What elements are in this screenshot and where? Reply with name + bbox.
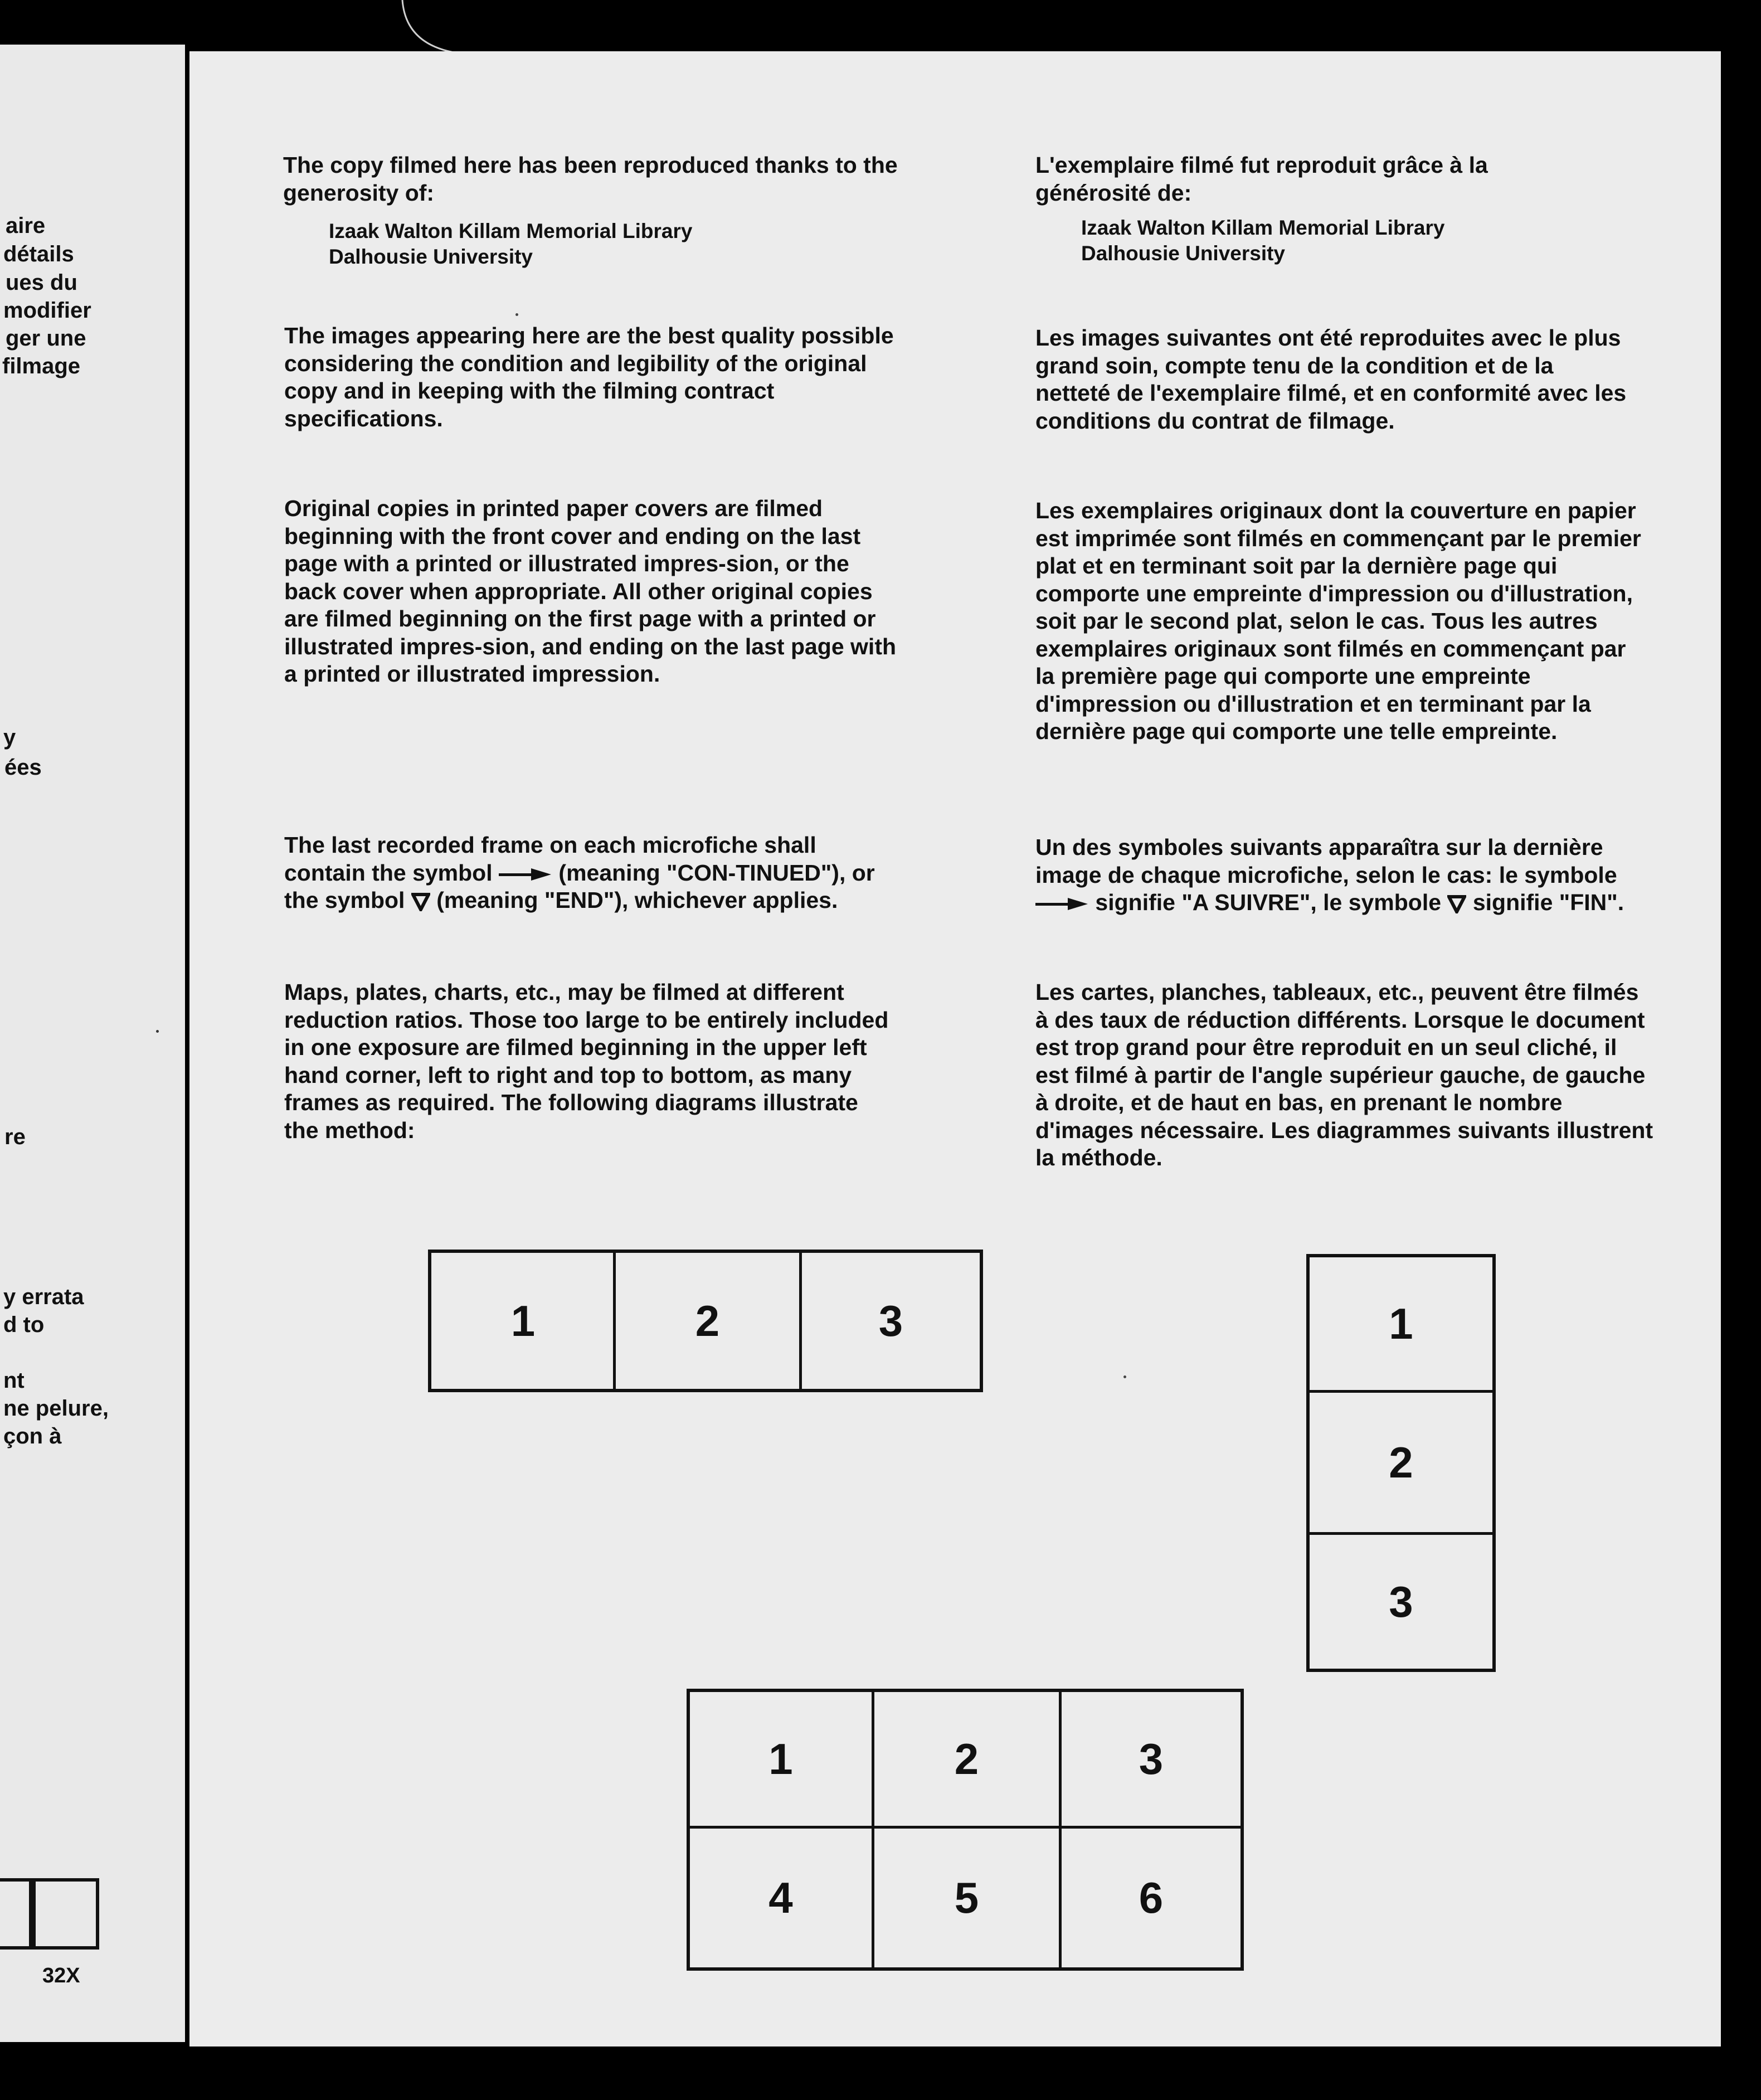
- frame-cell: 3: [1389, 1577, 1413, 1626]
- left-fragment: d to: [3, 1312, 45, 1337]
- frame-cell: 2: [1389, 1437, 1413, 1487]
- left-fragment: modifier: [3, 298, 91, 323]
- diagram-vertical: [1306, 1254, 1496, 1672]
- left-fragment: ne pelure,: [3, 1396, 109, 1421]
- scale-box: [32, 1878, 99, 1950]
- diagram-grid: [687, 1689, 1244, 1971]
- left-fragment: y errata: [3, 1285, 84, 1309]
- french-paragraph-5: Les cartes, planches, tableaux, etc., peuvent être filmés à des taux de réduction différents. Lorsque le document est trop grand pour être reproduit en un seul cliché, il est filmé à partir de l'angle supérieur gauche, de gauche à droite, et de haut en bas, en prenant le nombre d'images nécessaire. Les diagrammes suivants illustrent la méthode.: [1035, 979, 1653, 1170]
- frame-cell: 3: [878, 1296, 903, 1345]
- frame-cell: 1: [768, 1734, 793, 1783]
- english-paragraph-1: The copy filmed here has been reproduced thanks to the generosity of:: [283, 152, 898, 206]
- english-p4-part-b: (meaning "CON-TINUED"), or the symbol: [284, 859, 875, 913]
- english-paragraph-5: Maps, plates, charts, etc., may be filmed at different reduction ratios. Those too large to be entirely included in one exposure are filmed beginning in the upper left hand corner, left to right and top to bottom, as many frames as required. The following diagrams illustrate the method:: [284, 979, 889, 1143]
- french-paragraph-2: Les images suivantes ont été reproduites avec le plus grand soin, compte tenu de la condition et de la netteté de l'exemplaire filmé, et en conformité avec les conditions du contrat de filmage.: [1035, 325, 1627, 434]
- english-university-name: Dalhousie University: [329, 245, 533, 268]
- french-university-name: Dalhousie University: [1081, 242, 1286, 265]
- speck: [1123, 1375, 1126, 1378]
- scale-box: [0, 1878, 32, 1950]
- arrow-right-icon: [499, 867, 552, 882]
- french-p4-part-b: signifie "A SUIVRE", le symbole: [1095, 889, 1442, 915]
- english-paragraph-2: The images appearing here are the best quality possible considering the condition and legibility of the original copy and in keeping with the filming contract specifications.: [284, 323, 894, 431]
- triangle-down-icon: [411, 892, 430, 911]
- frame-cell: 1: [510, 1296, 536, 1345]
- speck: [156, 1030, 159, 1033]
- french-library-name: Izaak Walton Killam Memorial Library: [1081, 216, 1445, 239]
- frame-cell: 4: [768, 1873, 793, 1922]
- english-paragraph-3: Original copies in printed paper covers are filmed beginning with the front cover and ending on the last page with a printed or illustrated impres-sion, or the back cover when appropriate. All other original copies are filmed beginning on the first page with a printed or illustrated impres-sion, and ending on the last page with a printed or illustrated impression.: [284, 495, 897, 687]
- left-fragment: nt: [3, 1368, 25, 1393]
- left-fragment: y: [3, 725, 16, 750]
- frame-cell: 1: [1389, 1299, 1413, 1348]
- french-p4-part-a: Un des symboles suivants apparaîtra sur la dernière image de chaque microfiche, selon le cas: le symbole: [1035, 834, 1617, 888]
- scale-label: 32X: [42, 1964, 80, 1987]
- frame-cell: 6: [1139, 1873, 1164, 1922]
- left-fragment: filmage: [2, 354, 81, 378]
- speck: [515, 313, 518, 316]
- french-p4-part-c: signifie "FIN".: [1472, 889, 1624, 915]
- left-fragment: çon à: [3, 1424, 62, 1448]
- frame-cell: 3: [1139, 1734, 1164, 1783]
- left-fragment: ées: [4, 755, 42, 780]
- frame-cell: 2: [695, 1296, 720, 1345]
- left-fragment: ues du: [6, 270, 77, 295]
- english-p4-part-a: The last recorded frame on each microfiche shall contain the symbol: [284, 832, 816, 886]
- french-paragraph-1: L'exemplaire filmé fut reproduit grâce à la générosité de:: [1035, 152, 1488, 206]
- english-p4-part-c: (meaning "END"), whichever applies.: [436, 887, 838, 913]
- frame-cell: 2: [954, 1734, 979, 1783]
- diagram-horizontal: [428, 1250, 983, 1392]
- frame-cell: 5: [954, 1873, 979, 1922]
- left-fragment: re: [4, 1125, 26, 1149]
- left-fragment: détails: [3, 242, 74, 266]
- left-fragment: aire: [6, 213, 46, 238]
- french-paragraph-3: Les exemplaires originaux dont la couverture en papier est imprimée sont filmés en commençant par le premier plat et en terminant soit par la dernière page qui comporte une empreinte d'impression ou d'illustration, soit par le second plat, selon le cas. Tous les autres exemplaires originaux sont filmés en commençant par la première page qui comporte une empreinte d'impression ou d'illustration et en terminant par la dernière page qui comporte une telle empreinte.: [1035, 498, 1641, 744]
- main-page: [189, 51, 1721, 2046]
- english-paragraph-4: [284, 832, 892, 915]
- triangle-down-icon: [1447, 895, 1466, 913]
- english-library-name: Izaak Walton Killam Memorial Library: [329, 220, 693, 242]
- adjacent-page-fragment: [0, 45, 185, 2042]
- arrow-right-icon: [1035, 896, 1089, 912]
- left-fragment: ger une: [6, 326, 86, 351]
- french-paragraph-4: [1035, 834, 1626, 917]
